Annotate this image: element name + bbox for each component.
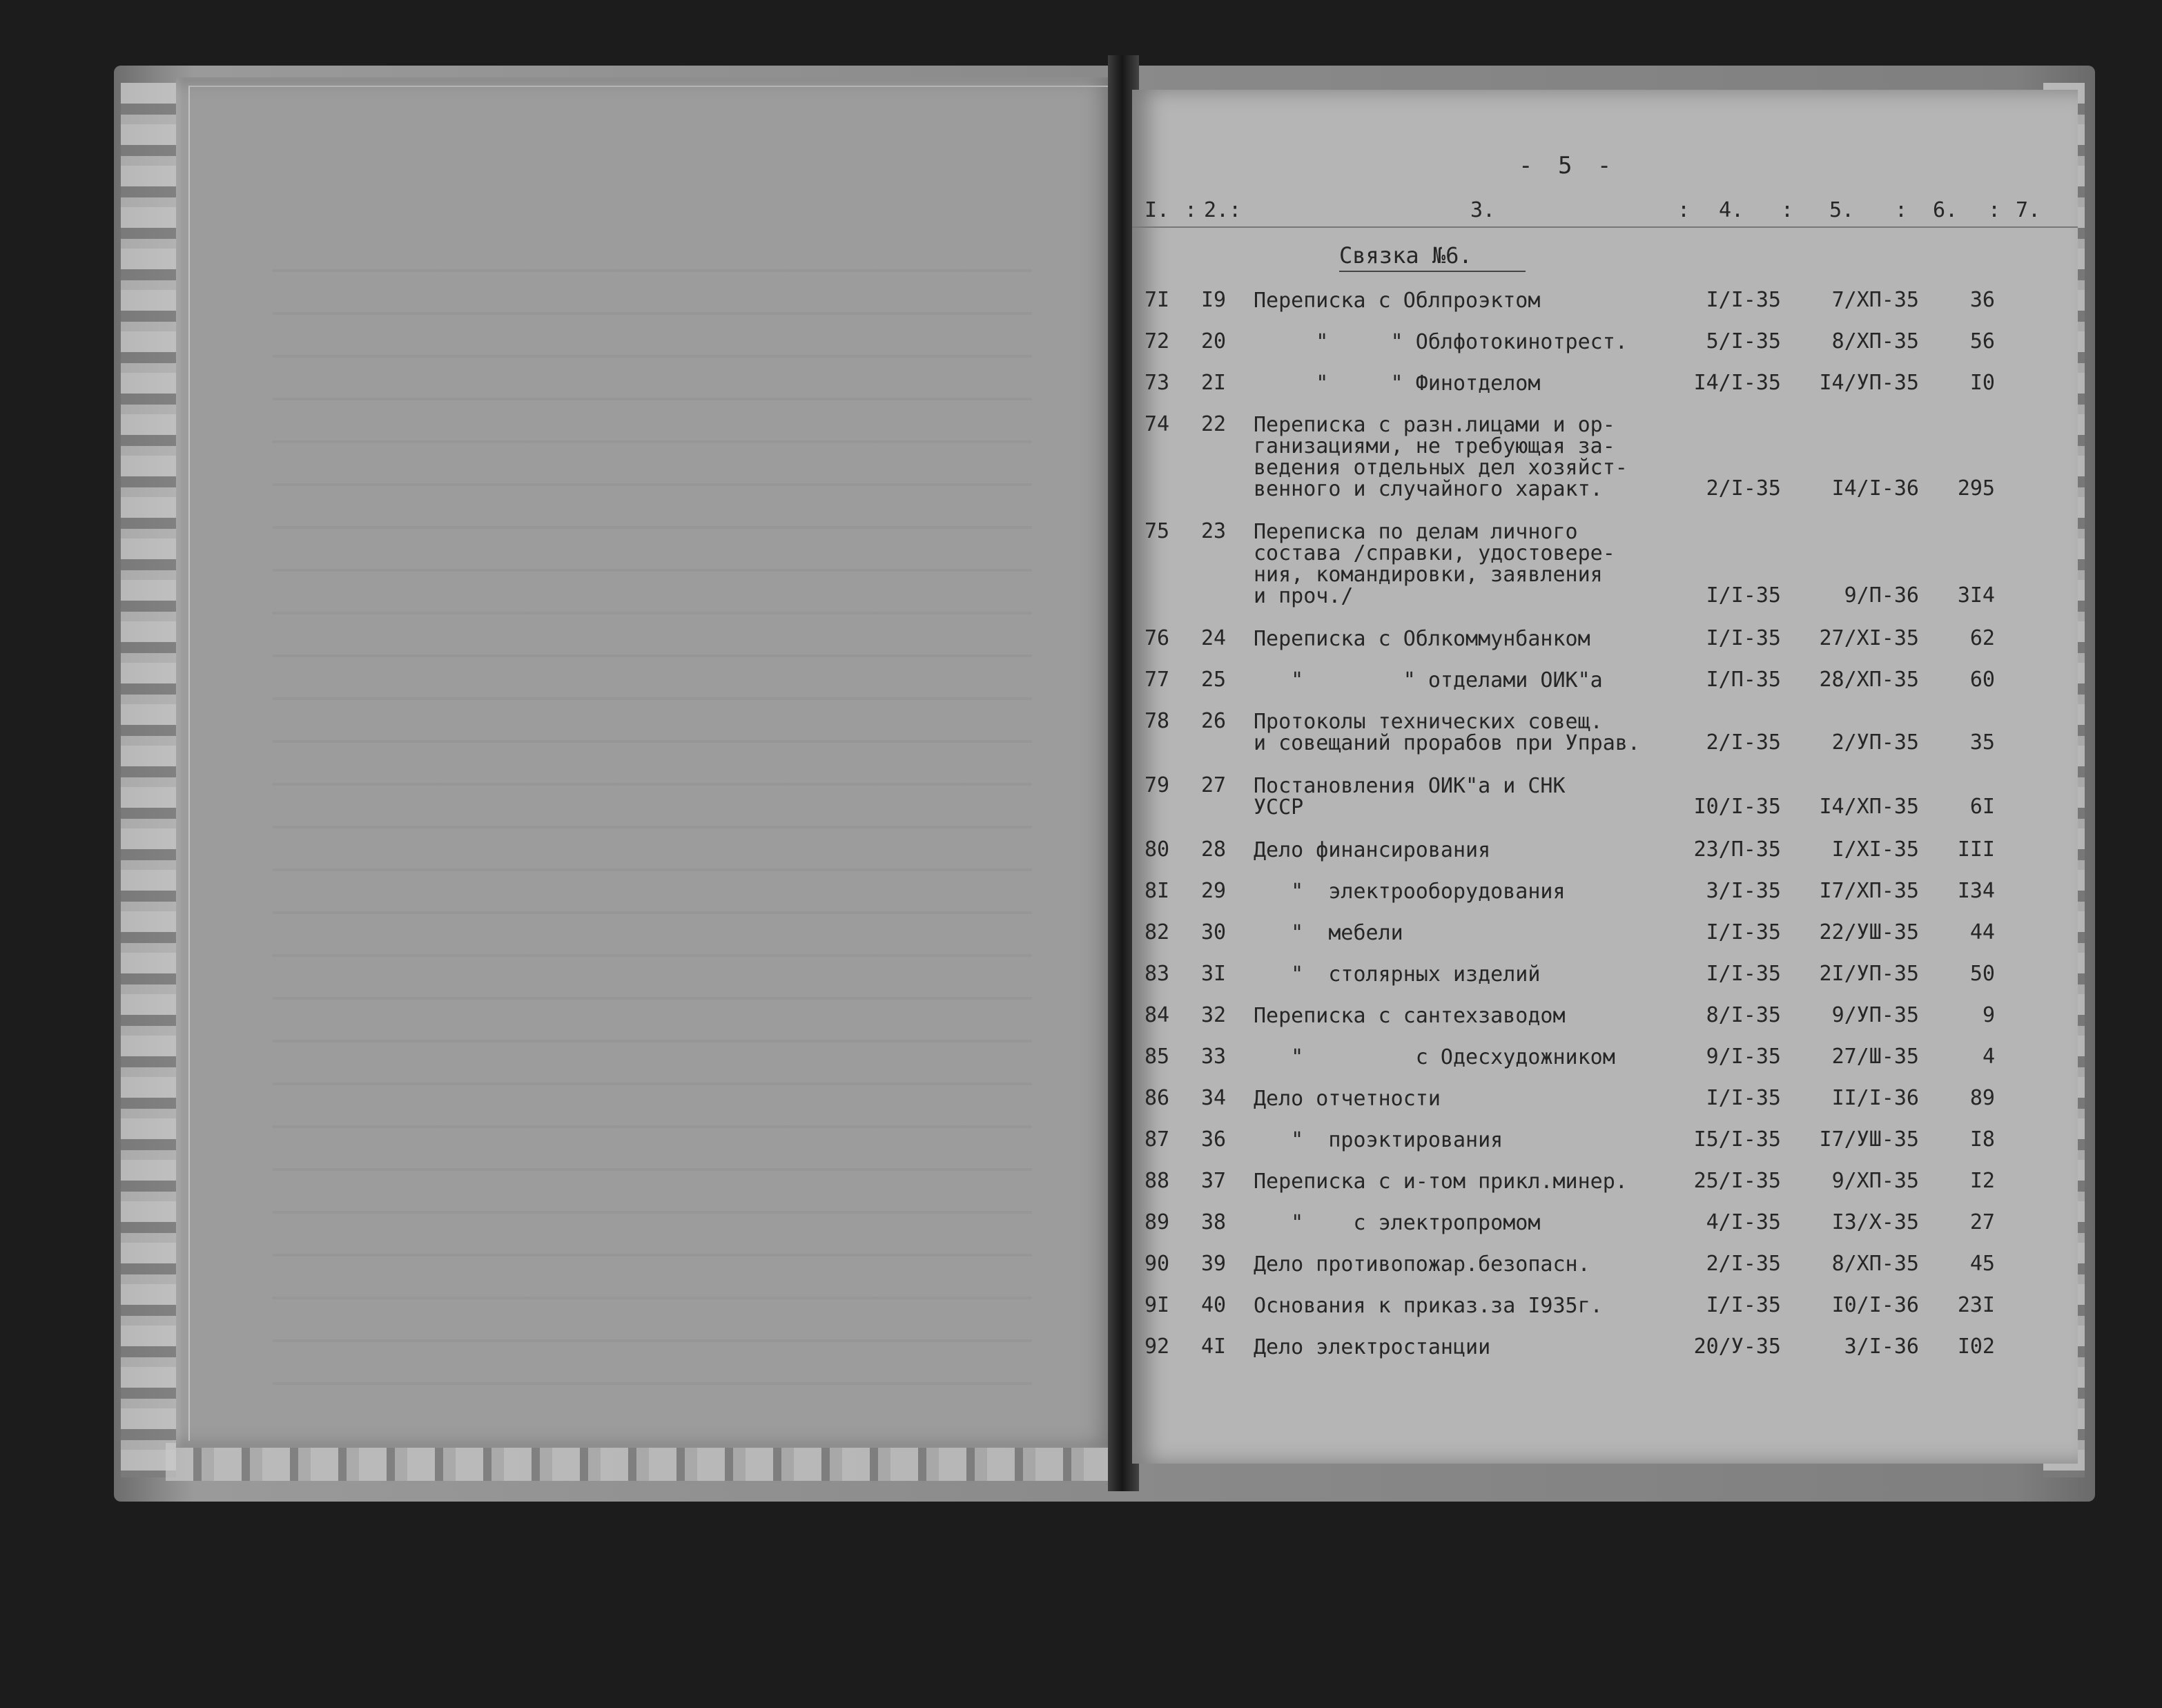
- sheet-count: 27: [1969, 1210, 1995, 1234]
- file-title: Переписка с сантехзаводом: [1254, 1004, 1566, 1028]
- start-date: I/I-35: [1706, 920, 1781, 944]
- table-row: [1132, 1171, 2078, 1192]
- start-date: I5/I-35: [1693, 1127, 1781, 1152]
- row-number: 89: [1145, 1210, 1170, 1234]
- row-number: 77: [1145, 668, 1170, 692]
- table-row: [1132, 670, 2078, 691]
- table-row: [1132, 711, 2078, 754]
- row-number: 83: [1145, 962, 1170, 986]
- row-number: 80: [1145, 837, 1170, 862]
- file-title: Дело электростанции: [1254, 1335, 1491, 1359]
- sheet-count: 9: [1982, 1003, 1995, 1027]
- file-number: 27: [1201, 773, 1227, 797]
- file-number: I9: [1201, 288, 1227, 312]
- start-date: I/I-35: [1706, 288, 1781, 312]
- start-date: 23/П-35: [1693, 837, 1781, 862]
- start-date: 5/I-35: [1706, 329, 1781, 353]
- end-date: 28/XП-35: [1819, 668, 1919, 692]
- end-date: 2/УП-35: [1831, 730, 1919, 755]
- table-row: [1132, 1254, 2078, 1275]
- sheet-count: 4: [1982, 1045, 1995, 1069]
- end-date: 9/XП-35: [1831, 1169, 1919, 1193]
- end-date: 3/I-36: [1844, 1335, 1919, 1359]
- file-title: " мебели: [1254, 921, 1403, 945]
- row-number: 76: [1145, 626, 1170, 650]
- row-number: 7I: [1145, 288, 1170, 312]
- end-date: 27/Ш-35: [1831, 1045, 1919, 1069]
- file-number: 36: [1201, 1127, 1227, 1152]
- section-title: Связка №6.: [1339, 242, 1472, 269]
- file-title: Дело финансирования: [1254, 838, 1491, 862]
- row-number: 87: [1145, 1127, 1170, 1152]
- file-title: Постановления ОИК"а и СНК УССР: [1254, 774, 1566, 819]
- file-number: 29: [1201, 879, 1227, 903]
- end-date: I3/X-35: [1831, 1210, 1919, 1234]
- table-row: [1132, 628, 2078, 650]
- table-row: [1132, 881, 2078, 902]
- sheet-count: 3I4: [1957, 583, 1995, 608]
- end-date: 27/XI-35: [1819, 626, 1919, 650]
- file-title: Переписка с и-том прикл.минер.: [1254, 1170, 1628, 1194]
- column-header-cell: 6.: [1933, 198, 1958, 222]
- end-date: 8/XП-35: [1831, 329, 1919, 353]
- row-number: 88: [1145, 1169, 1170, 1193]
- file-title: " с Одесхудожником: [1254, 1045, 1615, 1069]
- cover-ornament-left: [121, 83, 176, 1477]
- end-date: II/I-36: [1831, 1086, 1919, 1110]
- end-date: I4/XП-35: [1819, 795, 1919, 819]
- table-row: [1132, 1337, 2078, 1358]
- start-date: I/I-35: [1706, 626, 1781, 650]
- sheet-count: III: [1957, 837, 1995, 862]
- sheet-count: 36: [1969, 288, 1995, 312]
- table-row: [1132, 964, 2078, 985]
- start-date: 3/I-35: [1706, 879, 1781, 903]
- table-row: [1132, 414, 2078, 500]
- table-row: [1132, 1088, 2078, 1109]
- end-date: I0/I-36: [1831, 1293, 1919, 1317]
- file-number: 37: [1201, 1169, 1227, 1193]
- end-date: I/XI-35: [1831, 837, 1919, 862]
- table-row: [1132, 1212, 2078, 1234]
- file-number: 3I: [1201, 962, 1227, 986]
- sheet-count: 89: [1969, 1086, 1995, 1110]
- end-date: 9/УП-35: [1831, 1003, 1919, 1027]
- file-title: Переписка с Облпроэктом: [1254, 289, 1541, 313]
- column-header-cell: 3.: [1470, 198, 1496, 222]
- end-date: I4/УП-35: [1819, 371, 1919, 395]
- start-date: I/П-35: [1706, 668, 1781, 692]
- file-title: Дело противопожар.безопасн.: [1254, 1252, 1590, 1277]
- sheet-count: I0: [1969, 371, 1995, 395]
- file-title: " с электропромом: [1254, 1211, 1541, 1235]
- file-number: 20: [1201, 329, 1227, 353]
- cover-ornament-bottom: [166, 1443, 1118, 1481]
- sheet-count: 60: [1969, 668, 1995, 692]
- file-title: Протоколы технических совещ. и совещаний прорабов при Управ.: [1254, 710, 1640, 755]
- row-number: 90: [1145, 1252, 1170, 1276]
- table-row: [1132, 331, 2078, 353]
- start-date: 8/I-35: [1706, 1003, 1781, 1027]
- table-row: [1132, 290, 2078, 311]
- column-header-cell: :: [1185, 198, 1198, 222]
- end-date: I7/XП-35: [1819, 879, 1919, 903]
- sheet-count: 56: [1969, 329, 1995, 353]
- row-number: 74: [1145, 412, 1170, 436]
- row-number: 9I: [1145, 1293, 1170, 1317]
- table-row: [1132, 373, 2078, 394]
- file-title: Переписка по делам личного состава /справки, удостовере- ния, командировки, заявления и проч./: [1254, 520, 1615, 608]
- file-number: 25: [1201, 668, 1227, 692]
- show-through-texture: [273, 229, 1032, 1403]
- section-title-underline: [1339, 271, 1526, 272]
- start-date: 4/I-35: [1706, 1210, 1781, 1234]
- end-date: 22/УШ-35: [1819, 920, 1919, 944]
- file-number: 28: [1201, 837, 1227, 862]
- sheet-count: 6I: [1969, 795, 1995, 819]
- file-title: " " отделами ОИК"а: [1254, 668, 1603, 692]
- column-header-cell: :: [1781, 198, 1794, 222]
- file-number: 38: [1201, 1210, 1227, 1234]
- end-date: 2I/УП-35: [1819, 962, 1919, 986]
- file-title: Переписка с Облкоммунбанком: [1254, 627, 1590, 651]
- header-rule-top: [1132, 226, 2078, 228]
- column-header-cell: 4.: [1719, 198, 1744, 222]
- row-number: 8I: [1145, 879, 1170, 903]
- start-date: I/I-35: [1706, 962, 1781, 986]
- file-title: Дело отчетности: [1254, 1087, 1441, 1111]
- file-number: 24: [1201, 626, 1227, 650]
- column-header-cell: 2.:: [1204, 198, 1242, 222]
- file-number: 39: [1201, 1252, 1227, 1276]
- row-number: 72: [1145, 329, 1170, 353]
- table-row: [1132, 1005, 2078, 1027]
- file-title: " столярных изделий: [1254, 962, 1541, 987]
- table-row: [1132, 837, 2078, 862]
- row-number: 78: [1145, 709, 1170, 733]
- sheet-count: I8: [1969, 1127, 1995, 1152]
- row-number: 82: [1145, 920, 1170, 944]
- file-title: Переписка с разн.лицами и ор- ганизациями, не требующая за- ведения отдельных дел хозяйст- венного и случайного характ.: [1254, 413, 1628, 501]
- sheet-count: 45: [1969, 1252, 1995, 1276]
- start-date: I4/I-35: [1693, 371, 1781, 395]
- column-header-cell: :: [1988, 198, 2001, 222]
- table-row: [1132, 1047, 2078, 1068]
- file-title: Основания к приказ.за I935г.: [1254, 1294, 1603, 1318]
- end-date: 7/XП-35: [1831, 288, 1919, 312]
- file-title: " электрооборудования: [1254, 880, 1566, 904]
- start-date: I/I-35: [1706, 583, 1781, 608]
- file-title: " " Финотделом: [1254, 371, 1541, 396]
- row-number: 73: [1145, 371, 1170, 395]
- end-date: 8/XП-35: [1831, 1252, 1919, 1276]
- start-date: I/I-35: [1706, 1086, 1781, 1110]
- column-header-cell: :: [1677, 198, 1691, 222]
- column-header-cell: 7.: [2016, 198, 2041, 222]
- table-row: [1132, 775, 2078, 818]
- table-row: [1132, 922, 2078, 944]
- table-row: [1132, 1129, 2078, 1151]
- row-number: 92: [1145, 1335, 1170, 1359]
- end-date: I7/УШ-35: [1819, 1127, 1919, 1152]
- sheet-count: I2: [1969, 1169, 1995, 1193]
- row-number: 75: [1145, 519, 1170, 543]
- file-number: 26: [1201, 709, 1227, 733]
- sheet-count: I02: [1957, 1335, 1995, 1359]
- file-number: 30: [1201, 920, 1227, 944]
- start-date: 9/I-35: [1706, 1045, 1781, 1069]
- start-date: 2/I-35: [1706, 476, 1781, 501]
- file-number: 23: [1201, 519, 1227, 543]
- right-inventory-page: [1132, 90, 2078, 1464]
- file-number: 22: [1201, 412, 1227, 436]
- end-date: I4/I-36: [1831, 476, 1919, 501]
- column-header-cell: :: [1895, 198, 1908, 222]
- left-blank-page: [176, 77, 1115, 1448]
- file-title: " " Облфотокинотрест.: [1254, 330, 1628, 354]
- sheet-count: 50: [1969, 962, 1995, 986]
- start-date: 2/I-35: [1706, 1252, 1781, 1276]
- sheet-count: 23I: [1957, 1293, 1995, 1317]
- file-number: 2I: [1201, 371, 1227, 395]
- column-header-cell: I.: [1145, 198, 1170, 222]
- sheet-count: 295: [1957, 476, 1995, 501]
- sheet-count: 44: [1969, 920, 1995, 944]
- row-number: 86: [1145, 1086, 1170, 1110]
- column-header-cell: 5.: [1829, 198, 1855, 222]
- row-number: 79: [1145, 773, 1170, 797]
- start-date: I0/I-35: [1693, 795, 1781, 819]
- start-date: 20/У-35: [1693, 1335, 1781, 1359]
- sheet-count: 62: [1969, 626, 1995, 650]
- end-date: 9/П-36: [1844, 583, 1919, 608]
- file-title: " проэктирования: [1254, 1128, 1503, 1152]
- row-number: 84: [1145, 1003, 1170, 1027]
- start-date: 25/I-35: [1693, 1169, 1781, 1193]
- page-number: - 5 -: [1519, 152, 1617, 179]
- file-number: 34: [1201, 1086, 1227, 1110]
- start-date: I/I-35: [1706, 1293, 1781, 1317]
- file-number: 33: [1201, 1045, 1227, 1069]
- start-date: 2/I-35: [1706, 730, 1781, 755]
- table-row: [1132, 521, 2078, 607]
- table-row: [1132, 1295, 2078, 1317]
- sheet-count: 35: [1969, 730, 1995, 755]
- file-number: 40: [1201, 1293, 1227, 1317]
- file-number: 32: [1201, 1003, 1227, 1027]
- file-number: 4I: [1201, 1335, 1227, 1359]
- row-number: 85: [1145, 1045, 1170, 1069]
- sheet-count: I34: [1957, 879, 1995, 903]
